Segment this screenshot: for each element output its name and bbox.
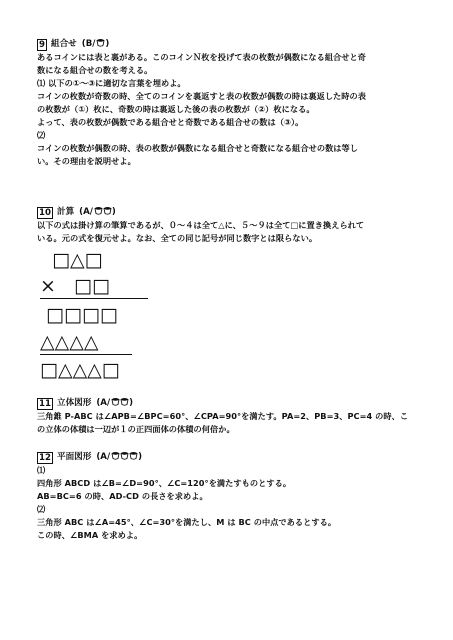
text-line: ⑵ — [37, 504, 46, 514]
puzzle-rule — [40, 354, 132, 355]
problem-title: 平面図形 — [56, 452, 92, 462]
problem-9-heading — [37, 38, 429, 51]
difficulty-close: ) — [105, 39, 110, 49]
cup-icon — [120, 397, 129, 406]
text-line: ⑵ — [37, 130, 46, 140]
problem-10-heading — [37, 206, 429, 219]
cup-icon — [103, 206, 112, 215]
difficulty-label: (A/ — [79, 207, 93, 217]
difficulty-cups — [111, 397, 129, 410]
difficulty-close: ) — [129, 398, 134, 408]
cup-icon — [111, 397, 120, 406]
problem-title: 計算 — [56, 207, 75, 217]
puzzle-rule — [40, 298, 148, 299]
text-line: いる。元の式を復元せよ。なお、全ての同じ記号が同じ数字とは限らない。 — [37, 233, 318, 243]
text-line: この時、∠BMA を求めよ。 — [37, 530, 143, 540]
text-line: コインの枚数が偶数の時、表の枚数が偶数になる組合せと奇数になる組合せの数は等し — [37, 143, 359, 153]
cup-icon — [94, 206, 103, 215]
text-line: 四角形 ABCD は∠B=∠D=90°、∠C=120°を満たすものとする。 — [37, 478, 292, 488]
text-line: ⑴ 以下の①～③に適切な言葉を埋めよ。 — [37, 78, 186, 88]
text-line: 数になる組合せの数を考える。 — [37, 65, 153, 75]
text-line: 以下の式は掛け算の筆算であるが、０～４は全て△に、５～９は全て□に置き換えられて — [37, 220, 365, 230]
text-line: コインの枚数が奇数の時、全てのコインを裏返すと表の枚数が偶数の時は裏返した時の表 — [37, 91, 367, 101]
text-line: の立体の体積は一辺が１の正四面体の体積の何倍か。 — [37, 424, 235, 434]
problem-number-box: 12 — [39, 452, 51, 463]
puzzle-row-partial-2: △△△△ — [40, 331, 99, 353]
difficulty-label: (A/ — [96, 452, 111, 462]
cup-icon — [111, 451, 120, 460]
difficulty-label: (A/ — [96, 398, 111, 408]
problem-title: 立体図形 — [56, 398, 92, 408]
problem-10 — [37, 206, 429, 245]
text-line: い。その理由を説明せよ。 — [37, 156, 136, 166]
problem-number-box: 11 — [39, 398, 51, 409]
multiplication-puzzle — [40, 248, 150, 388]
problem-number-box: 10 — [39, 207, 51, 218]
difficulty-close: ) — [138, 452, 143, 462]
difficulty-cups — [96, 38, 105, 51]
text-line: の枚数が（①）枚に、奇数の時は裏返した後の表の枚数が（②）枚になる。 — [37, 104, 315, 114]
text-line: よって、表の枚数が偶数である組合せと奇数である組合せの数は（③）。 — [37, 117, 304, 127]
problem-11 — [37, 397, 429, 436]
problem-12 — [37, 451, 429, 542]
cup-icon — [120, 451, 129, 460]
text-line: ⑴ — [37, 465, 46, 475]
puzzle-row-multiplier: × □□ — [40, 275, 110, 297]
puzzle-row-product: □△△△□ — [40, 359, 120, 381]
puzzle-row-partial-1: □□□□ — [40, 304, 118, 326]
difficulty-close: ) — [111, 207, 116, 217]
problem-number-box: 9 — [39, 39, 45, 50]
text-line: 三角形 ABC は∠A=45°、∠C=30°を満たし、M は BC の中点であるとする。 — [37, 517, 337, 527]
puzzle-row-multiplicand: □△□ — [40, 249, 103, 271]
problem-9 — [37, 38, 429, 168]
cup-icon — [129, 451, 138, 460]
text-line: あるコインには表と裏がある。このコインＮ枚を投げて表の枚数が偶数になる組合せと奇 — [37, 52, 367, 62]
text-line: 三角錐 P-ABC は∠APB=∠BPC=60°、∠CPA=90°を満たす。PA=2、PB=3、PC=4 の時、こ — [37, 411, 409, 421]
difficulty-label: (B/ — [81, 39, 96, 49]
text-line: AB=BC=6 の時、AD-CD の長さを求めよ。 — [37, 491, 208, 501]
difficulty-cups — [111, 451, 138, 464]
problem-title: 組合せ — [50, 39, 77, 49]
problem-11-heading — [37, 397, 429, 410]
difficulty-cups — [94, 206, 112, 219]
cup-icon — [96, 38, 105, 47]
problem-12-heading — [37, 451, 429, 464]
